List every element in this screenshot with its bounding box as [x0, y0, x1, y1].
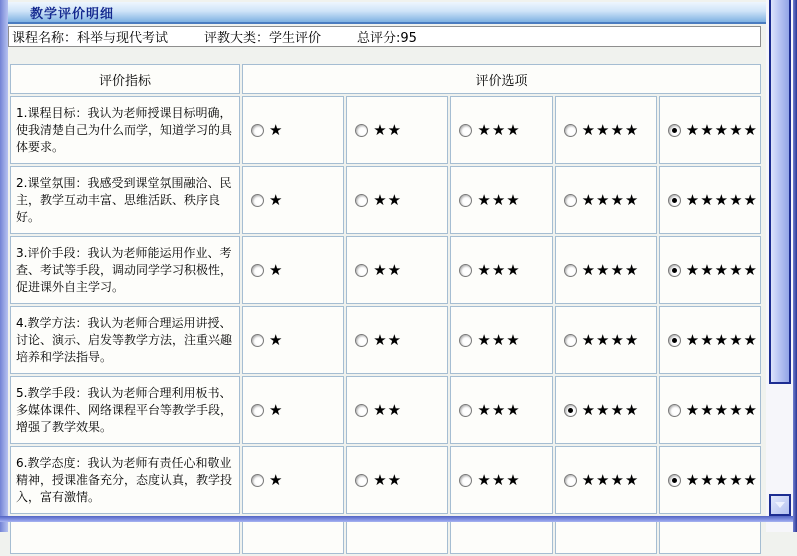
radio-button[interactable]	[668, 334, 681, 347]
radio-button[interactable]	[564, 194, 577, 207]
rating-option-cell[interactable]	[346, 446, 448, 514]
star-rating-label: ★★	[373, 120, 403, 139]
rating-option-cell[interactable]	[450, 376, 552, 444]
radio-button[interactable]	[668, 404, 681, 417]
star-rating-label: ★★★★★	[685, 470, 758, 489]
star-rating-label: ★★★★	[581, 400, 640, 419]
rating-option-cell[interactable]	[659, 376, 761, 444]
star-rating-label: ★★★	[477, 330, 521, 349]
radio-button[interactable]	[355, 474, 368, 487]
star-rating-label: ★★★★★	[685, 260, 758, 279]
star-rating-label: ★★★★	[581, 190, 640, 209]
rating-option-cell[interactable]	[555, 446, 657, 514]
rating-option-cell[interactable]	[242, 376, 344, 444]
star-rating-label: ★★★★	[581, 470, 640, 489]
rating-option-cell[interactable]	[555, 166, 657, 234]
rating-option-cell[interactable]	[659, 96, 761, 164]
evaluation-table	[8, 62, 763, 556]
rating-option-cell[interactable]	[450, 446, 552, 514]
radio-button[interactable]	[564, 124, 577, 137]
radio-button[interactable]	[459, 474, 472, 487]
window-border-left	[0, 0, 8, 532]
indicator-cell: 2.课堂氛围：我感受到课堂氛围融洽、民主，教学互动丰富、思维活跃、秩序良好。	[10, 166, 240, 234]
star-rating-label: ★★★★	[581, 120, 640, 139]
indicator-cell: 3.评价手段：我认为老师能运用作业、考查、考试等手段，调动同学学习积极性，促进课外自主学习。	[10, 236, 240, 304]
rating-option-cell[interactable]	[242, 236, 344, 304]
star-rating-label: ★★	[373, 470, 403, 489]
indicator-cell: 1.课程目标：我认为老师授课目标明确，使我清楚自己为什么而学，知道学习的具体要求。	[10, 96, 240, 164]
radio-button[interactable]	[459, 194, 472, 207]
star-rating-label: ★★★	[477, 470, 521, 489]
rating-option-cell[interactable]	[555, 376, 657, 444]
rating-option-cell[interactable]	[450, 306, 552, 374]
star-rating-label: ★★★★	[581, 260, 640, 279]
panel-titlebar	[8, 2, 766, 24]
radio-button[interactable]	[668, 474, 681, 487]
rating-option-cell[interactable]	[346, 96, 448, 164]
radio-button[interactable]	[355, 404, 368, 417]
rating-option-cell[interactable]	[346, 376, 448, 444]
window-border-right	[793, 0, 797, 532]
rating-option-cell[interactable]	[242, 166, 344, 234]
star-rating-label: ★★	[373, 400, 403, 419]
radio-button[interactable]	[355, 334, 368, 347]
chevron-down-icon	[775, 502, 785, 508]
rating-option-cell[interactable]	[346, 236, 448, 304]
total-score-label: 总评分:95	[357, 31, 417, 46]
rating-option-cell[interactable]	[659, 446, 761, 514]
radio-button[interactable]	[668, 194, 681, 207]
rating-option-cell[interactable]	[659, 236, 761, 304]
radio-button[interactable]	[251, 334, 264, 347]
category-label: 评教大类：学生评价	[204, 31, 322, 46]
scrollbar-thumb[interactable]	[769, 0, 791, 384]
star-rating-label: ★★	[373, 260, 403, 279]
radio-button[interactable]	[459, 404, 472, 417]
star-rating-label: ★★	[373, 330, 403, 349]
radio-button[interactable]	[251, 474, 264, 487]
rating-option-cell[interactable]	[346, 166, 448, 234]
radio-button[interactable]	[459, 264, 472, 277]
star-rating-label: ★★★	[477, 400, 521, 419]
radio-button[interactable]	[459, 334, 472, 347]
star-rating-label: ★★★★★	[685, 400, 758, 419]
radio-button[interactable]	[668, 264, 681, 277]
course-info-bar	[8, 26, 761, 47]
star-rating-label: ★★★	[477, 120, 521, 139]
evaluation-row	[10, 166, 761, 234]
rating-option-cell[interactable]	[450, 236, 552, 304]
rating-option-cell[interactable]	[659, 166, 761, 234]
radio-button[interactable]	[564, 334, 577, 347]
radio-button[interactable]	[251, 194, 264, 207]
radio-button[interactable]	[668, 124, 681, 137]
radio-button[interactable]	[355, 264, 368, 277]
rating-option-cell[interactable]	[555, 306, 657, 374]
radio-button[interactable]	[564, 474, 577, 487]
window-border-bottom	[0, 516, 793, 522]
panel-title: 教学评价明细	[30, 6, 115, 22]
rating-option-cell[interactable]	[242, 96, 344, 164]
star-rating-label: ★	[269, 470, 284, 489]
evaluation-row	[10, 96, 761, 164]
star-rating-label: ★★★★	[581, 330, 640, 349]
evaluation-row	[10, 236, 761, 304]
rating-option-cell[interactable]	[450, 96, 552, 164]
radio-button[interactable]	[355, 124, 368, 137]
radio-button[interactable]	[355, 194, 368, 207]
radio-button[interactable]	[564, 404, 577, 417]
star-rating-label: ★	[269, 260, 284, 279]
indicator-cell: 5.教学手段：我认为老师合理利用板书、多媒体课件、网络课程平台等教学手段，增强了教学效果。	[10, 376, 240, 444]
star-rating-label: ★	[269, 120, 284, 139]
star-rating-label: ★	[269, 190, 284, 209]
star-rating-label: ★	[269, 400, 284, 419]
indicator-column-header: 评价指标	[10, 64, 240, 94]
radio-button[interactable]	[459, 124, 472, 137]
table-header-row	[10, 64, 761, 94]
rating-option-cell[interactable]	[346, 306, 448, 374]
evaluation-row	[10, 306, 761, 374]
radio-button[interactable]	[251, 404, 264, 417]
options-column-header: 评价选项	[242, 64, 761, 94]
radio-button[interactable]	[251, 264, 264, 277]
radio-button[interactable]	[564, 264, 577, 277]
rating-option-cell[interactable]	[659, 306, 761, 374]
evaluation-row	[10, 376, 761, 444]
rating-option-cell[interactable]	[242, 446, 344, 514]
star-rating-label: ★★★★★	[685, 190, 758, 209]
star-rating-label: ★★★	[477, 260, 521, 279]
rating-option-cell[interactable]	[450, 166, 552, 234]
star-rating-label: ★★★★★	[685, 330, 758, 349]
evaluation-row	[10, 446, 761, 514]
star-rating-label: ★★★	[477, 190, 521, 209]
star-rating-label: ★★★★★	[685, 120, 758, 139]
star-rating-label: ★★	[373, 190, 403, 209]
radio-button[interactable]	[251, 124, 264, 137]
evaluation-table-body	[10, 64, 761, 554]
indicator-cell: 4.教学方法：我认为老师合理运用讲授、讨论、演示、启发等教学方法，注重兴趣培养和学法指导。	[10, 306, 240, 374]
scroll-down-button[interactable]	[769, 494, 791, 516]
indicator-cell: 6.教学态度：我认为老师有责任心和敬业精神，授课准备充分，态度认真，教学投入，富有激情。	[10, 446, 240, 514]
course-name-label: 课程名称：科举与现代考试	[12, 31, 169, 46]
rating-option-cell[interactable]	[242, 306, 344, 374]
star-rating-label: ★	[269, 330, 284, 349]
rating-option-cell[interactable]	[555, 236, 657, 304]
rating-option-cell[interactable]	[555, 96, 657, 164]
